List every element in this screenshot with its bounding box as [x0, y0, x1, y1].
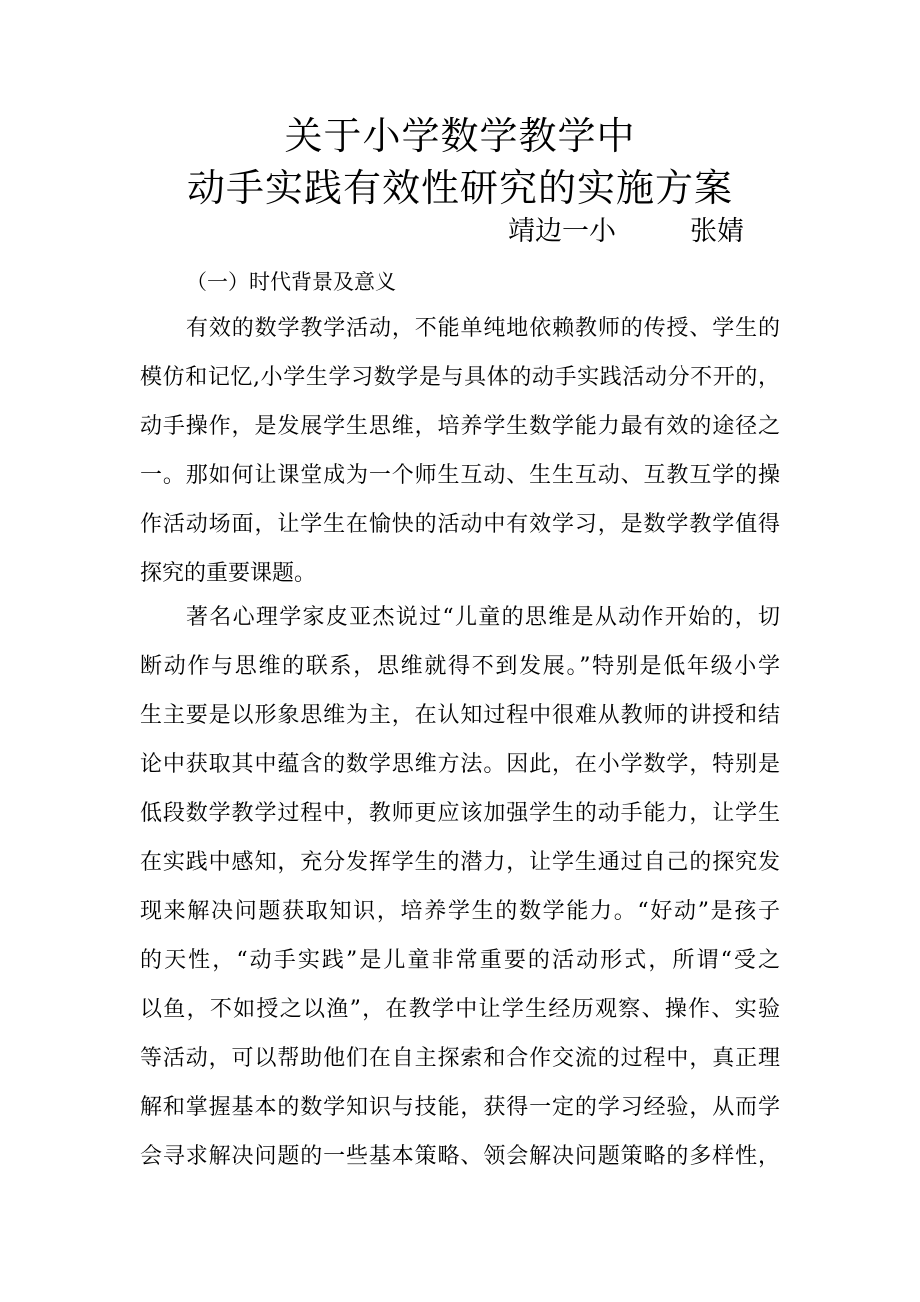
author-name: 张婧	[690, 216, 744, 247]
paragraph-line: 断动作与思维的联系，思维就得不到发展。”特别是低年级小学	[140, 654, 780, 679]
title-line-1: 关于小学数学教学中	[284, 114, 636, 158]
paragraph-line: 探究的重要课题。	[140, 561, 317, 586]
paragraph-line: 模仿和记忆,小学生学习数学是与具体的动手实践活动分不开的，	[140, 365, 780, 390]
paragraph-line: 在实践中感知，充分发挥学生的潜力，让学生通过自己的探究发	[140, 850, 780, 875]
paragraph-line: 现来解决问题获取知识，培养学生的数学能力。“好动”是孩子	[140, 899, 780, 924]
paragraph-line: 的天性，“动手实践”是儿童非常重要的活动形式，所谓“受之	[140, 948, 780, 973]
paragraph-line: 著名心理学家皮亚杰说过“儿童的思维是从动作开始的，切	[186, 605, 780, 630]
paragraph-line: 作活动场面，让学生在愉快的活动中有效学习，是数学教学值得	[140, 512, 780, 537]
paragraph-line: 解和掌握基本的数学知识与技能，获得一定的学习经验，从而学	[140, 1095, 780, 1120]
paragraph-line: 一。那如何让课堂成为一个师生互动、生生互动、互教互学的操	[140, 463, 780, 488]
paragraph-line: 等活动，可以帮助他们在自主探索和合作交流的过程中，真正理	[140, 1046, 780, 1071]
title-line-2: 动手实践有效性研究的实施方案	[186, 166, 733, 210]
paragraph-line: 生主要是以形象思维为主，在认知过程中很难从教师的讲授和结	[140, 703, 780, 728]
author-school: 靖边一小	[508, 216, 616, 247]
paragraph-line: 动手操作，是发展学生思维，培养学生数学能力最有效的途径之	[140, 414, 780, 439]
paragraph-line: 有效的数学教学活动，不能单纯地依赖教师的传授、学生的	[186, 316, 780, 341]
paragraph-line: 论中获取其中蕴含的数学思维方法。因此，在小学数学，特别是	[140, 752, 780, 777]
section-heading: （一）时代背景及意义	[186, 270, 396, 294]
paragraph-line: 低段数学教学过程中，教师更应该加强学生的动手能力，让学生	[140, 801, 780, 826]
paragraph-line: 以鱼，不如授之以渔”，在教学中让学生经历观察、操作、实验	[140, 997, 780, 1022]
paragraph-line: 会寻求解决问题的一些基本策略、领会解决问题策略的多样性，	[140, 1144, 780, 1169]
